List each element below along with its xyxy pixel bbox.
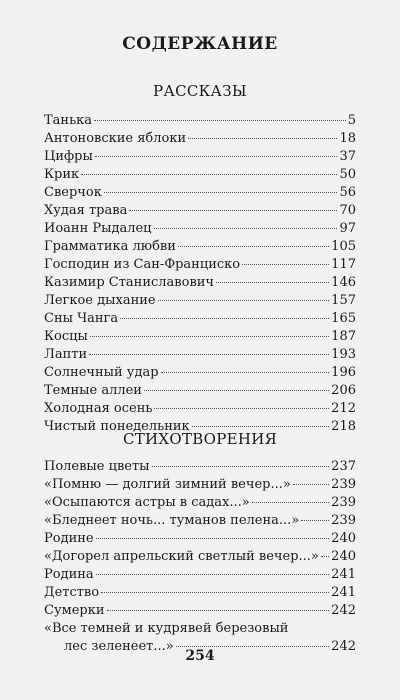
toc-entry[interactable]: [44, 400, 356, 418]
leader-dots: [301, 520, 329, 521]
toc-entry[interactable]: [44, 364, 356, 382]
leader-dots: [293, 484, 329, 485]
entry-page: 117: [331, 257, 356, 272]
leader-dots: [242, 264, 329, 265]
entry-title: Сумерки: [44, 603, 105, 618]
leader-dots: [188, 138, 337, 139]
entry-page: 56: [339, 185, 356, 200]
leader-dots: [129, 210, 337, 211]
leader-dots: [81, 174, 337, 175]
entry-page: 212: [331, 401, 356, 416]
entry-page: 196: [331, 365, 356, 380]
entry-page: 193: [331, 347, 356, 362]
leader-dots: [96, 538, 330, 539]
leader-dots: [120, 318, 329, 319]
entry-title: Господин из Сан-Франциско: [44, 257, 241, 272]
toc-entry[interactable]: [44, 310, 356, 328]
toc-entry[interactable]: [44, 566, 356, 584]
entry-title: Грамматика любви: [44, 239, 176, 254]
entry-page: 50: [339, 167, 356, 182]
leader-dots: [101, 592, 329, 593]
entry-page: 241: [331, 585, 356, 600]
toc-entry[interactable]: [44, 292, 356, 310]
leader-dots: [161, 372, 330, 373]
entry-title: Детство: [44, 585, 100, 600]
leader-dots: [176, 646, 329, 647]
entry-page: 70: [339, 203, 356, 218]
section-title-stories: РАССКАЗЫ: [153, 82, 247, 100]
entry-page: 105: [331, 239, 356, 254]
leader-dots: [107, 610, 330, 611]
entry-page: 240: [331, 549, 356, 564]
entry-title: Темные аллеи: [44, 383, 142, 398]
entry-title: Лапти: [44, 347, 88, 362]
toc-entry-first-line[interactable]: [44, 620, 356, 638]
entry-page: 242: [331, 603, 356, 618]
page-title: СОДЕРЖАНИЕ: [122, 34, 278, 54]
entry-title: Сверчок: [44, 185, 102, 200]
entry-title: Сны Чанга: [44, 311, 119, 326]
entry-page: 241: [331, 567, 356, 582]
leader-dots: [89, 354, 329, 355]
toc-entry[interactable]: [44, 512, 356, 530]
toc-entry[interactable]: [44, 548, 356, 566]
entry-title: Худая трава: [44, 203, 128, 218]
leader-dots: [154, 228, 338, 229]
toc-entry[interactable]: [44, 238, 356, 256]
entry-title: «Бледнеет ночь... туманов пелена...»: [44, 513, 300, 528]
entry-title: Танька: [44, 113, 93, 128]
entry-title: «Осыпаются астры в садах...»: [44, 495, 250, 510]
toc-entry[interactable]: [44, 184, 356, 202]
leader-dots: [90, 336, 329, 337]
entry-page: 237: [331, 459, 356, 474]
toc-entry[interactable]: [44, 494, 356, 512]
leader-dots: [96, 574, 330, 575]
entry-page: 239: [331, 495, 356, 510]
leader-dots: [192, 426, 330, 427]
entry-title: Легкое дыхание: [44, 293, 156, 308]
toc-entry[interactable]: [44, 328, 356, 346]
entry-page: 242: [331, 639, 356, 654]
entry-page: 240: [331, 531, 356, 546]
toc-entry[interactable]: [44, 166, 356, 184]
entry-page: 97: [339, 221, 356, 236]
entry-page: 18: [339, 131, 356, 146]
entry-title: Солнечный удар: [44, 365, 159, 380]
entry-title: Иоанн Рыдалец: [44, 221, 152, 236]
leader-dots: [154, 408, 329, 409]
entry-title: Полевые цветы: [44, 459, 150, 474]
toc-entry[interactable]: [44, 476, 356, 494]
entry-page: 239: [331, 513, 356, 528]
entry-title-line1: «Все темней и кудрявей березовый: [44, 621, 289, 636]
entry-page: 37: [339, 149, 356, 164]
leader-dots: [144, 390, 329, 391]
leader-dots: [178, 246, 329, 247]
toc-entry[interactable]: [44, 112, 356, 130]
leader-dots: [94, 120, 346, 121]
toc-entry[interactable]: [44, 530, 356, 548]
entry-title: Родине: [44, 531, 94, 546]
toc-entry[interactable]: [44, 256, 356, 274]
leader-dots: [158, 300, 330, 301]
stories-list: [44, 112, 356, 436]
entry-title: Чистый понедельник: [44, 419, 190, 434]
leader-dots: [104, 192, 338, 193]
section-title-poems: СТИХОТВОРЕНИЯ: [122, 430, 278, 448]
entry-title: «Догорел апрельский светлый вечер...»: [44, 549, 319, 564]
entry-page: 239: [331, 477, 356, 492]
toc-entry[interactable]: [44, 458, 356, 476]
entry-page: 165: [331, 311, 356, 326]
poems-list: [44, 458, 356, 656]
toc-entry[interactable]: [44, 148, 356, 166]
entry-title: Родина: [44, 567, 94, 582]
toc-entry[interactable]: [44, 274, 356, 292]
leader-dots: [321, 556, 329, 557]
entry-page: 187: [331, 329, 356, 344]
entry-title: Антоновские яблоки: [44, 131, 187, 146]
entry-title: Холодная осень: [44, 401, 153, 416]
entry-title: Крик: [44, 167, 80, 182]
entry-page: 218: [331, 419, 356, 434]
page-number: 254: [185, 648, 215, 664]
toc-entry[interactable]: [44, 130, 356, 148]
entry-page: 206: [331, 383, 356, 398]
toc-entry[interactable]: [44, 202, 356, 220]
leader-dots: [95, 156, 338, 157]
leader-dots: [252, 502, 329, 503]
entry-title-line2: лес зеленеет...»: [64, 639, 174, 654]
toc-entry[interactable]: [44, 346, 356, 364]
toc-entry[interactable]: [44, 220, 356, 238]
entry-page: 5: [347, 113, 356, 128]
toc-entry[interactable]: [44, 602, 356, 620]
entry-page: 146: [331, 275, 356, 290]
entry-page: 157: [331, 293, 356, 308]
toc-entry[interactable]: [44, 382, 356, 400]
entry-title: Цифры: [44, 149, 93, 164]
entry-title: Косцы: [44, 329, 88, 344]
entry-title: «Помню — долгий зимний вечер...»: [44, 477, 291, 492]
leader-dots: [216, 282, 329, 283]
entry-title: Казимир Станиславович: [44, 275, 215, 290]
leader-dots: [152, 466, 330, 467]
toc-entry[interactable]: [44, 584, 356, 602]
